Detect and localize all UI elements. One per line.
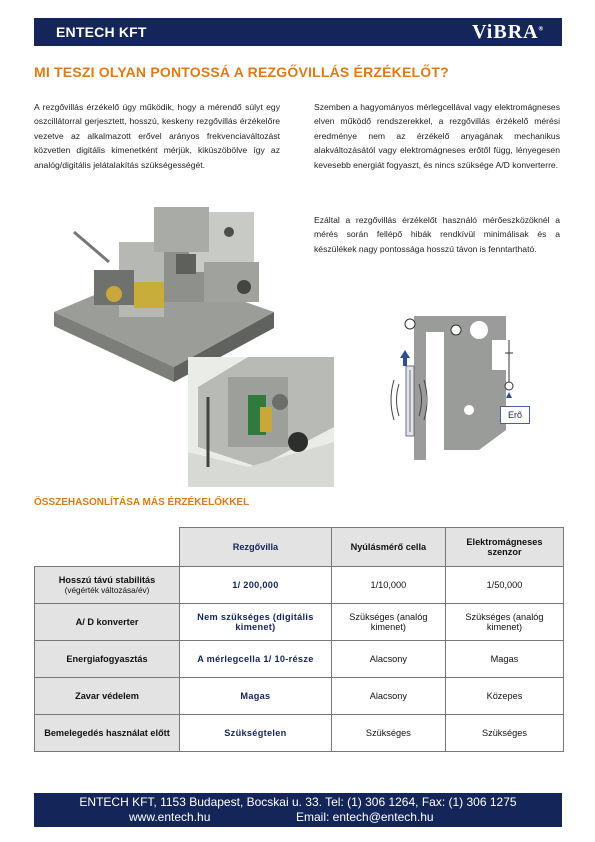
- accuracy-paragraph: Ezáltal a rezgővillás érzékelőt használó mérőeszközöknél a mérés során fellépő hibák rendkívül minimálisak és a készülékek nagy pontossága hosszú távon is fenntartható.: [314, 215, 560, 254]
- table-cell: 1/ 200,000: [180, 567, 332, 604]
- column-header-strain-gauge: Nyúlásmérő cella: [331, 528, 445, 567]
- table-header-row: [35, 528, 564, 567]
- row-label-energy: Energiafogyasztás: [35, 641, 180, 678]
- row-label-ad-converter: A/ D konverter: [35, 604, 180, 641]
- table-row: [35, 678, 564, 715]
- vibra-logo: ViBRA®: [472, 21, 544, 43]
- table-cell: Alacsony: [331, 641, 445, 678]
- force-diagram: [384, 310, 564, 475]
- table-cell: Közepes: [445, 678, 563, 715]
- row-label-warmup: Bemelegedés használat előtt: [35, 715, 180, 752]
- table-cell: Magas: [180, 678, 332, 715]
- table-row: [35, 604, 564, 641]
- force-label: Erő: [500, 406, 530, 424]
- table-row: [35, 715, 564, 752]
- row-label-stability: Hosszú távú stabilitás (végérték változása/év): [35, 567, 180, 604]
- footer-address: ENTECH KFT, 1153 Budapest, Bocskai u. 33. Tel: (1) 306 1264, Fax: (1) 306 1275: [79, 795, 517, 809]
- row-label-interference: Zavar védelem: [35, 678, 180, 715]
- table-cell: Szükséges: [331, 715, 445, 752]
- header-bar: [34, 18, 562, 46]
- column-header-tuning-fork: Rezgővilla: [180, 528, 332, 567]
- table-cell: Magas: [445, 641, 563, 678]
- footer-bar: [34, 793, 562, 827]
- comparison-paragraph: Szemben a hagyományos mérlegcellával vagy elektromágneses elven működő rendszerekkel, a rezgővillás érzékelő mérési eredménye nem az érzékelő anyagának mechanikus alakváltozásától vagy elektromágneses erőtől függ, lényegesen kevesebb energiát fogyaszt, és nincs szüksége A/D konverterre.: [314, 102, 560, 170]
- table-cell: Nem szükséges (digitális kimenet): [180, 604, 332, 641]
- table-cell: Alacsony: [331, 678, 445, 715]
- table-cell: Szükségtelen: [180, 715, 332, 752]
- table-cell: 1/50,000: [445, 567, 563, 604]
- company-name: ENTECH KFT: [56, 24, 147, 40]
- footer-email-link[interactable]: Email: entech@entech.hu: [296, 810, 434, 824]
- comparison-table: [34, 527, 564, 752]
- table-row: [35, 567, 564, 604]
- table-cell: A mérlegcella 1/ 10-része: [180, 641, 332, 678]
- comparison-title: ÖSSZEHASONLÍTÁSA MÁS ÉRZÉKELŐKKEL: [34, 497, 250, 508]
- column-header-electromagnetic: Elektromágneses szenzor: [445, 528, 563, 567]
- table-row: [35, 641, 564, 678]
- table-cell: Szükséges (analóg kimenet): [445, 604, 563, 641]
- page-headline: MI TESZI OLYAN PONTOSSÁ A REZGŐVILLÁS ÉRZÉKELŐT?: [34, 64, 449, 80]
- intro-paragraph: A rezgővillás érzékelő úgy működik, hogy a mérendő súlyt egy oszcillátorral gerjesztett, hosszú, keskeny rezgővillás érzékelőre vezetve az alkalmazott erővel arányos frekvenciaváltozást közvetlen digitális kimenetként mérjük, kiküszöbölve így az analóg/digitális jelátalakítás szükségességét.: [34, 102, 280, 170]
- table-cell: Szükséges (analóg kimenet): [331, 604, 445, 641]
- table-cell: 1/10,000: [331, 567, 445, 604]
- footer-website-link[interactable]: www.entech.hu: [129, 810, 211, 824]
- closeup-photo: [188, 357, 334, 487]
- table-cell: Szükséges: [445, 715, 563, 752]
- table-corner: [35, 528, 180, 567]
